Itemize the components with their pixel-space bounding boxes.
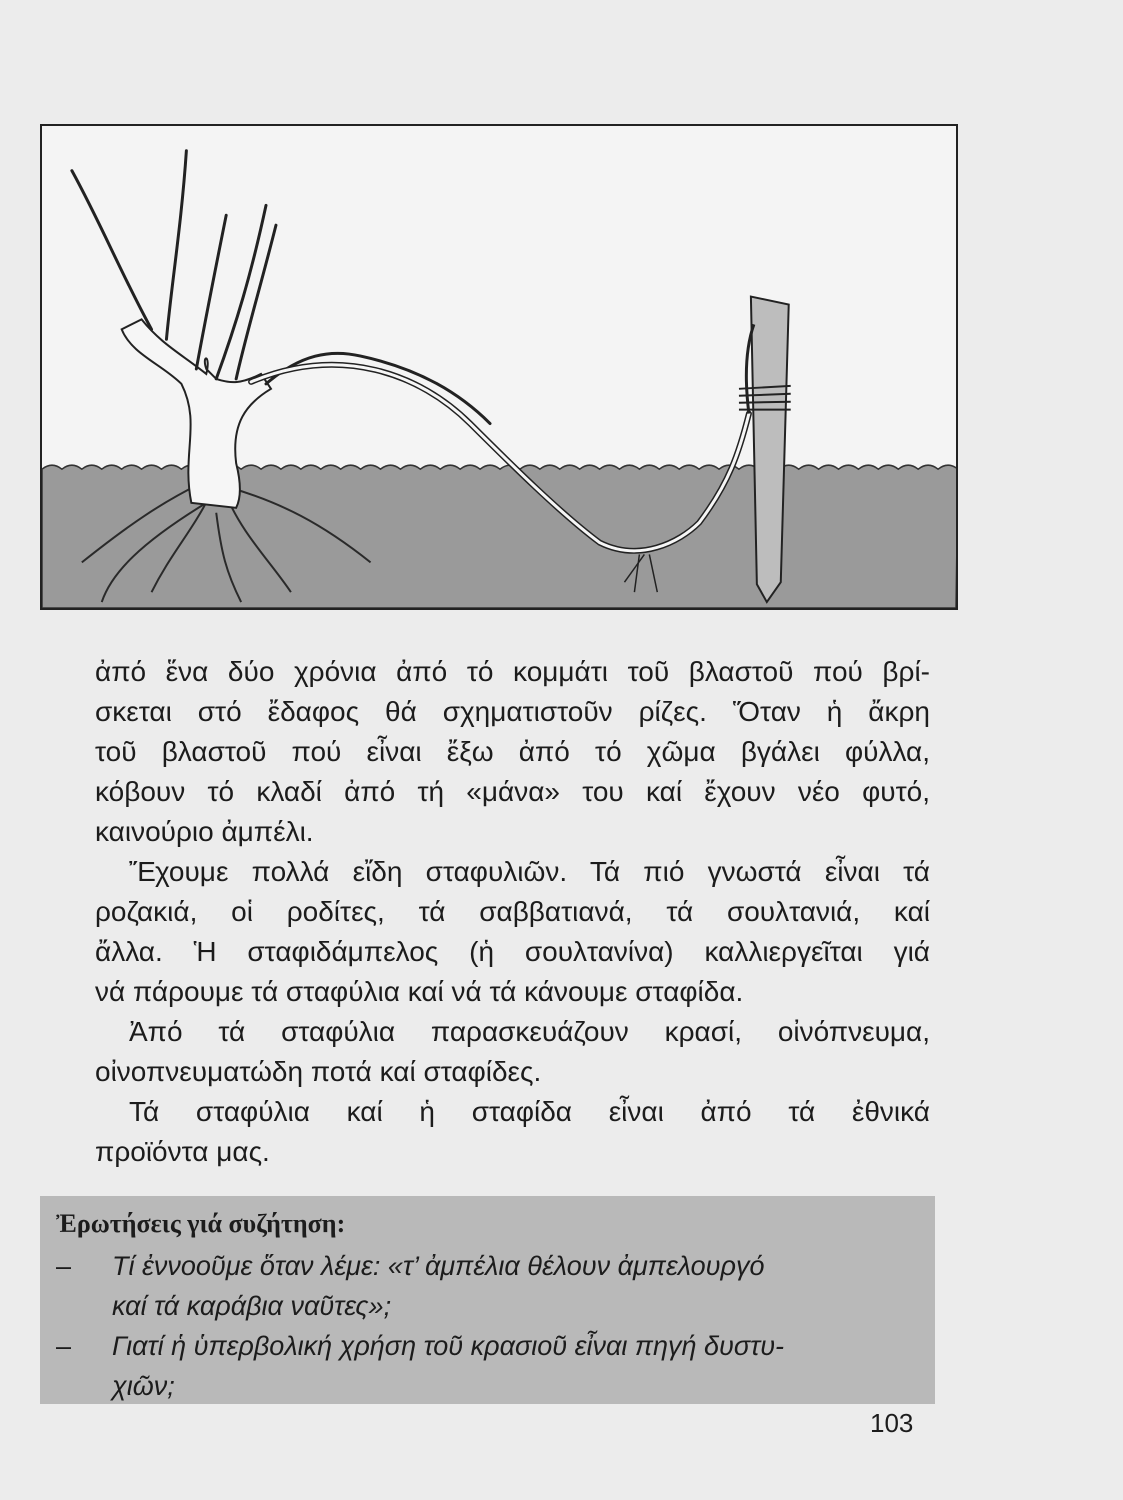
- vine-canes: [72, 151, 490, 424]
- vine-layering-illustration: [40, 124, 958, 610]
- body-text: [95, 652, 930, 1172]
- paragraph-2-line-1: Ἔχουμε πολλά εἴδη σταφυλιῶν. Τά πιό γνωστά εἶναι τά: [129, 856, 930, 887]
- question-2: [56, 1326, 923, 1406]
- paragraph-2-line-3: ἄλλα. Ἡ σταφιδάμπελος (ἡ σουλτανίνα) καλλιεργεῖται γιά: [95, 936, 930, 967]
- paragraph-2-line-2: ροζακιά, οἱ ροδίτες, τά σαββατιανά, τά σουλτανιά, καί: [95, 896, 930, 927]
- questions-title: Ἐρωτήσεις γιά συζήτηση:: [56, 1209, 346, 1238]
- paragraph-3-line-2: οἰνοπνευματώδη ποτά καί σταφίδες.: [95, 1056, 542, 1087]
- paragraph-2-line-4: νά πάρουμε τά σταφύλια καί νά τά κάνουμε σταφίδα.: [95, 976, 744, 1007]
- question-2-dash: –: [56, 1331, 72, 1361]
- question-1-dash: –: [56, 1251, 72, 1281]
- question-1-line-1: Τί ἐννοοῦμε ὅταν λέμε: «τ’ ἀμπέλια θέλουν ἀμπελουργό: [112, 1251, 765, 1281]
- vine-layering-illustration-icon: [42, 126, 956, 608]
- paragraph-4-line-2: προϊόντα μας.: [95, 1136, 270, 1167]
- question-2-line-1: Γιατί ἡ ὑπερβολική χρήση τοῦ κρασιοῦ εἶναι πηγή δυστυ-: [112, 1331, 785, 1361]
- paragraph-1-line-4: κόβουν τό κλαδί ἀπό τή «μάνα» του καί ἔχουν νέο φυτό,: [95, 776, 930, 807]
- discussion-questions-box: [40, 1196, 935, 1404]
- paragraph-1-line-1: ἀπό ἕνα δύο χρόνια ἀπό τό κομμάτι τοῦ βλαστοῦ πού βρί-: [95, 656, 930, 687]
- question-1-line-2: καί τά καράβια ναῦτες»;: [112, 1291, 392, 1321]
- paragraph-1-line-2: σκεται στό ἔδαφος θά σχηματιστοῦν ρίζες. Ὅταν ἡ ἄκρη: [95, 696, 930, 727]
- soil-shape: [42, 465, 956, 608]
- page-number: 103: [870, 1408, 914, 1438]
- paragraph-4-line-1: Τά σταφύλια καί ἡ σταφίδα εἶναι ἀπό τά ἐθνικά: [129, 1096, 930, 1127]
- paragraph-1-line-3: τοῦ βλαστοῦ πού εἶναι ἔξω ἀπό τό χῶμα βγάλει φύλλα,: [95, 736, 930, 767]
- question-2-line-2: χιῶν;: [112, 1371, 175, 1401]
- question-1: [56, 1246, 923, 1326]
- paragraph-3-line-1: Ἀπό τά σταφύλια παρασκευάζουν κρασί, οἰνόπνευμα,: [129, 1016, 930, 1047]
- paragraph-1-line-5: καινούριο ἀμπέλι.: [95, 816, 314, 847]
